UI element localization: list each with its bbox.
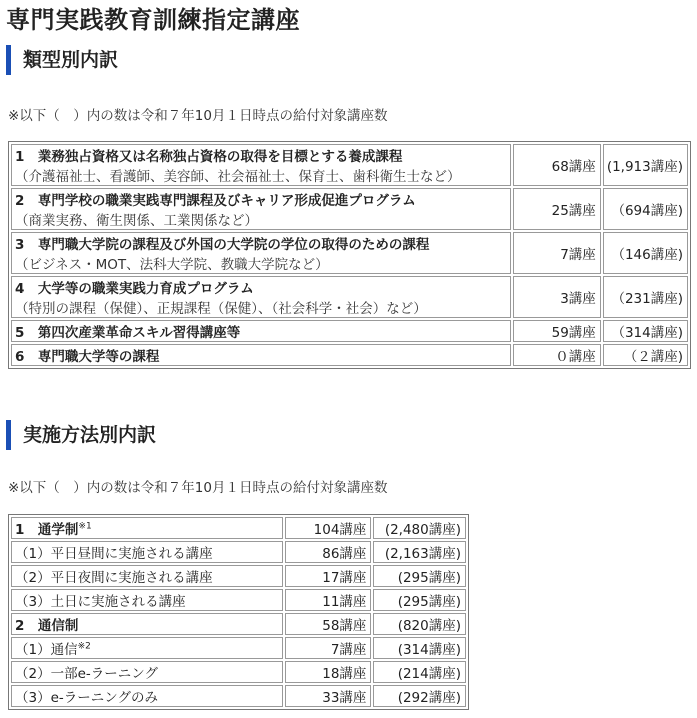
table-row (11, 589, 466, 611)
method-name: （1）平日昼間に実施される講座 (15, 546, 213, 562)
method-name: （2）平日夜間に実施される講座 (15, 570, 213, 586)
type-section-heading: 類型別内訳 (6, 45, 118, 75)
method-subcategory-cell (11, 637, 283, 659)
table-row (11, 565, 466, 587)
table-row (11, 276, 688, 318)
course-count-cell: 68講座 (513, 144, 601, 186)
footnote-marker: ※2 (77, 641, 91, 652)
eligible-count-cell: （２講座) (603, 344, 688, 366)
method-subcategory-cell (11, 589, 283, 611)
method-category-cell (11, 517, 283, 539)
course-count-cell: 17講座 (285, 565, 371, 587)
course-count-cell: ０講座 (513, 344, 601, 366)
method-name: （2）一部e-ラーニング (15, 666, 158, 682)
category-name: 3 専門職大学院の課程及び外国の大学院の学位の取得のための課程 (15, 237, 430, 253)
type-breakdown-table (8, 141, 691, 369)
course-count-cell: 7講座 (513, 232, 601, 274)
method-section-note: ※以下（ ）内の数は令和７年10月１日時点の給付対象講座数 (8, 480, 388, 496)
category-name: 1 業務独占資格又は名称独占資格の取得を目標とする養成課程 (15, 149, 403, 165)
course-count-cell: 104講座 (285, 517, 371, 539)
category-cell (11, 188, 511, 230)
table-row (11, 637, 466, 659)
method-name: 2 通信制 (15, 618, 79, 634)
eligible-count-cell: （314講座) (603, 320, 688, 342)
course-count-cell: 58講座 (285, 613, 371, 635)
category-cell (11, 144, 511, 186)
course-count-cell: 86講座 (285, 541, 371, 563)
category-examples: （商業実務、衛生関係、工業関係など） (15, 213, 258, 229)
course-count-cell: 33講座 (285, 685, 371, 707)
eligible-count-cell: (1,913講座) (603, 144, 688, 186)
category-name: 2 専門学校の職業実践専門課程及びキャリア形成促進プログラム (15, 193, 416, 209)
table-row (11, 232, 688, 274)
method-name: （1）通信 (15, 642, 78, 658)
eligible-count-cell: (820講座) (373, 613, 466, 635)
eligible-count-cell: (295講座) (373, 589, 466, 611)
course-count-cell: 7講座 (285, 637, 371, 659)
category-cell (11, 320, 511, 342)
method-name: （3）e-ラーニングのみ (15, 690, 158, 706)
table-row (11, 344, 688, 366)
method-name: （3）土日に実施される講座 (15, 594, 186, 610)
course-count-cell: 3講座 (513, 276, 601, 318)
method-section-heading: 実施方法別内訳 (6, 420, 156, 450)
eligible-count-cell: (2,480講座) (373, 517, 466, 539)
method-name: 1 通学制 (15, 522, 79, 538)
table-row (11, 517, 466, 539)
type-section-note: ※以下（ ）内の数は令和７年10月１日時点の給付対象講座数 (8, 108, 388, 124)
eligible-count-cell: (214講座) (373, 661, 466, 683)
eligible-count-cell: （231講座) (603, 276, 688, 318)
table-row (11, 144, 688, 186)
category-name: 6 専門職大学等の課程 (15, 349, 160, 365)
category-cell (11, 344, 511, 366)
category-name: 4 大学等の職業実践力育成プログラム (15, 281, 254, 297)
category-examples: （特別の課程（保健）、正規課程（保健）、（社会科学・社会）など） (15, 301, 427, 317)
method-subcategory-cell (11, 541, 283, 563)
category-name: 5 第四次産業革命スキル習得講座等 (15, 325, 241, 341)
eligible-count-cell: (292講座) (373, 685, 466, 707)
method-subcategory-cell (11, 685, 283, 707)
table-row (11, 541, 466, 563)
method-subcategory-cell (11, 661, 283, 683)
eligible-count-cell: (2,163講座) (373, 541, 466, 563)
category-cell (11, 232, 511, 274)
eligible-count-cell: (314講座) (373, 637, 466, 659)
category-examples: （ビジネス・MOT、法科大学院、教職大学院など） (15, 257, 329, 273)
course-count-cell: 11講座 (285, 589, 371, 611)
course-count-cell: 25講座 (513, 188, 601, 230)
method-subcategory-cell (11, 565, 283, 587)
table-row (11, 661, 466, 683)
category-cell (11, 276, 511, 318)
table-row (11, 613, 466, 635)
page-title: 専門実践教育訓練指定講座 (6, 6, 300, 34)
footnote-marker: ※1 (78, 521, 92, 532)
eligible-count-cell: （146講座) (603, 232, 688, 274)
eligible-count-cell: （694講座) (603, 188, 688, 230)
course-count-cell: 59講座 (513, 320, 601, 342)
method-category-cell (11, 613, 283, 635)
method-breakdown-table (8, 514, 469, 710)
table-row (11, 188, 688, 230)
eligible-count-cell: (295講座) (373, 565, 466, 587)
category-examples: （介護福祉士、看護師、美容師、社会福祉士、保育士、歯科衛生士など） (15, 169, 461, 185)
table-row (11, 320, 688, 342)
course-count-cell: 18講座 (285, 661, 371, 683)
table-row (11, 685, 466, 707)
